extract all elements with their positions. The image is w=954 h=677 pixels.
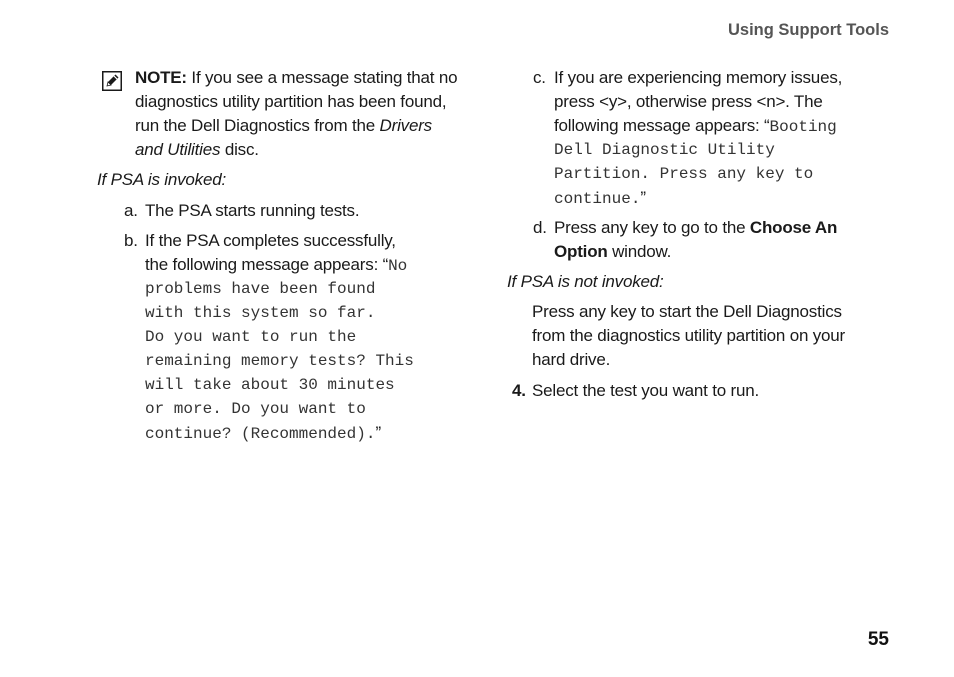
step-d-text-line: window. [612,242,672,261]
note-text-line: run the Dell Diagnostics from the [135,116,376,135]
message-line: continue? (Recommended). [145,425,376,443]
step-c-text-line: If you are experiencing memory issues, [554,68,843,87]
body-text-line: hard drive. [532,350,611,369]
step-a-text: The PSA starts running tests. [145,201,360,220]
body-text-line: from the diagnostics utility partition on your [532,326,846,345]
message-line: problems have been found [145,280,376,298]
note-pencil-icon [102,71,122,91]
psa-not-invoked-heading: If PSA is not invoked: [507,272,664,291]
message-line: or more. Do you want to [145,400,366,418]
close-quote: ” [640,188,646,207]
note-text-line: disc. [224,140,259,159]
step-c-marker: c. [533,68,546,87]
option-name: Choose An [749,218,838,237]
step-c-text-line: press <y>, otherwise press <n>. The [554,92,823,111]
step-b-text-line: If the PSA completes successfully, [145,231,396,250]
message-line: with this system so far. [145,304,376,322]
step-4-text: Select the test you want to run. [532,381,760,400]
message-line: Dell Diagnostic Utility [554,141,775,159]
message-line: remaining memory tests? This [145,352,414,370]
step-d-text-line: Press any key to go to the [554,218,746,237]
step-c-text-line: following message appears: “ [554,116,770,135]
message-line: will take about 30 minutes [145,376,395,394]
step-a-marker: a. [124,201,138,220]
step-b-marker: b. [124,231,138,250]
body-text-line: Press any key to start the Dell Diagnostics [532,302,842,321]
note-text-italic: and Utilities [135,140,221,159]
message-line: Do you want to run the [145,328,357,346]
psa-invoked-heading: If PSA is invoked: [97,170,226,189]
note-text-line: diagnostics utility partition has been found, [135,92,447,111]
note-text-line: If you see a message stating that no [191,68,458,87]
message-line: Booting [769,118,837,136]
page-number: 55 [867,629,889,650]
step-b-text-line: the following message appears: “ [145,255,389,274]
step-d-marker: d. [533,218,547,237]
note-label: NOTE: [135,68,187,87]
running-header: Using Support Tools [727,21,889,39]
option-name: Option [554,242,608,261]
close-quote: ” [375,423,381,442]
message-line: Partition. Press any key to [554,165,814,183]
message-line: No [388,257,408,275]
note-text-italic: Drivers [379,116,432,135]
step-4-number: 4. [512,381,526,400]
message-line: continue. [554,190,641,208]
